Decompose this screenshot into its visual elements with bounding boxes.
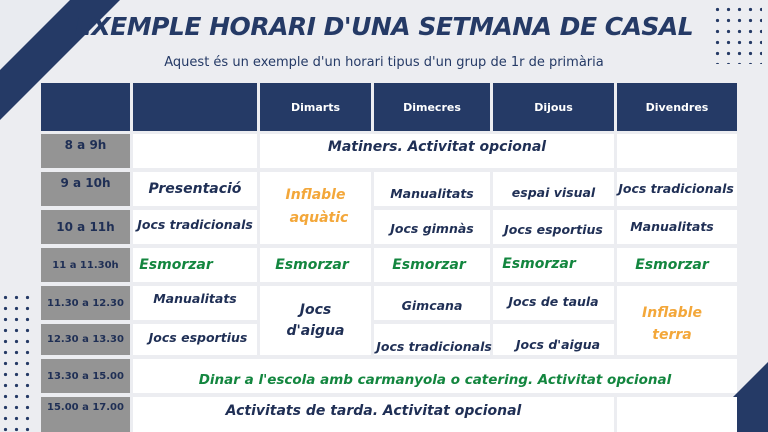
time-cell: 9 a 10h [41, 172, 130, 206]
activity-inflable-aquatic-line2: aquàtic [289, 210, 349, 226]
activity-tarda: Activitats de tarda. Activitat opcional [225, 403, 522, 419]
time-cell: 11 a 11.30h [41, 248, 130, 282]
activity-esmorzar: Esmorzar [275, 257, 349, 273]
activity-jocs-tradicionals: Jocs tradicionals [618, 181, 734, 196]
activity-jocs-esportius: Jocs esportius [148, 330, 248, 345]
header-day-dimarts: Dimarts [260, 83, 371, 131]
activity-jocs-tradicionals: Jocs tradicionals [137, 217, 253, 232]
time-cell: 11.30 a 12.30 [41, 286, 130, 320]
time-cell: 8 a 9h [41, 134, 130, 168]
grid-cell [617, 134, 737, 168]
grid-cell [617, 397, 737, 432]
activity-dinar: Dinar a l'escola amb carmanyola o catering. Activitat opcional [198, 372, 672, 388]
activity-manualitats: Manualitats [630, 219, 714, 234]
activity-jocs-aigua-line1: Jocs [299, 302, 332, 318]
activity-jocs-aigua-line2: d'aigua [286, 323, 345, 339]
time-cell: 10 a 11h [41, 210, 130, 244]
header-day-dimecres: Dimecres [374, 83, 490, 131]
activity-esmorzar: Esmorzar [392, 257, 466, 273]
activity-inflable-terra-line2: terra [652, 327, 692, 343]
activity-jocs-taula: Jocs de taula [508, 294, 599, 309]
activity-espai-visual: espai visual [511, 185, 596, 200]
page-title: EXEMPLE HORARI D'UNA SETMANA DE CASAL [74, 12, 694, 41]
grid-cell [133, 134, 257, 168]
activity-manualitats: Manualitats [153, 291, 237, 306]
page-subtitle: Aquest és un exemple d'un horari tipus d'un grup de 1r de primària [164, 55, 604, 70]
header-day-divendres: Divendres [617, 83, 737, 131]
time-cell: 12.30 a 13.30 [41, 324, 130, 355]
activity-gimcana: Gimcana [401, 298, 463, 313]
header-day-dijous: Dijous [493, 83, 614, 131]
activity-inflable-terra-line1: Inflable [642, 305, 702, 321]
activity-esmorzar: Esmorzar [139, 257, 213, 273]
activity-manualitats: Manualitats [390, 186, 474, 201]
activity-presentacio: Presentació [148, 181, 242, 197]
time-cell: 15.00 a 17.00 [41, 397, 130, 432]
activity-jocs-esportius: Jocs esportius [504, 222, 603, 237]
activity-esmorzar: Esmorzar [635, 257, 709, 273]
activity-matiners: Matiners. Activitat opcional [327, 139, 547, 155]
activity-jocs-tradicionals: Jocs tradicionals [376, 339, 492, 354]
header-empty-time [41, 83, 130, 131]
activity-jocs-gimnas: Jocs gimnàs [390, 221, 474, 236]
activity-jocs-daigua: Jocs d'aigua [515, 337, 601, 352]
header-empty-day [133, 83, 257, 131]
dot-pattern-bottom-left [0, 292, 36, 432]
time-cell: 13.30 a 15.00 [41, 359, 130, 393]
activity-esmorzar: Esmorzar [502, 256, 576, 272]
activity-inflable-aquatic-line1: Inflable [285, 187, 346, 203]
